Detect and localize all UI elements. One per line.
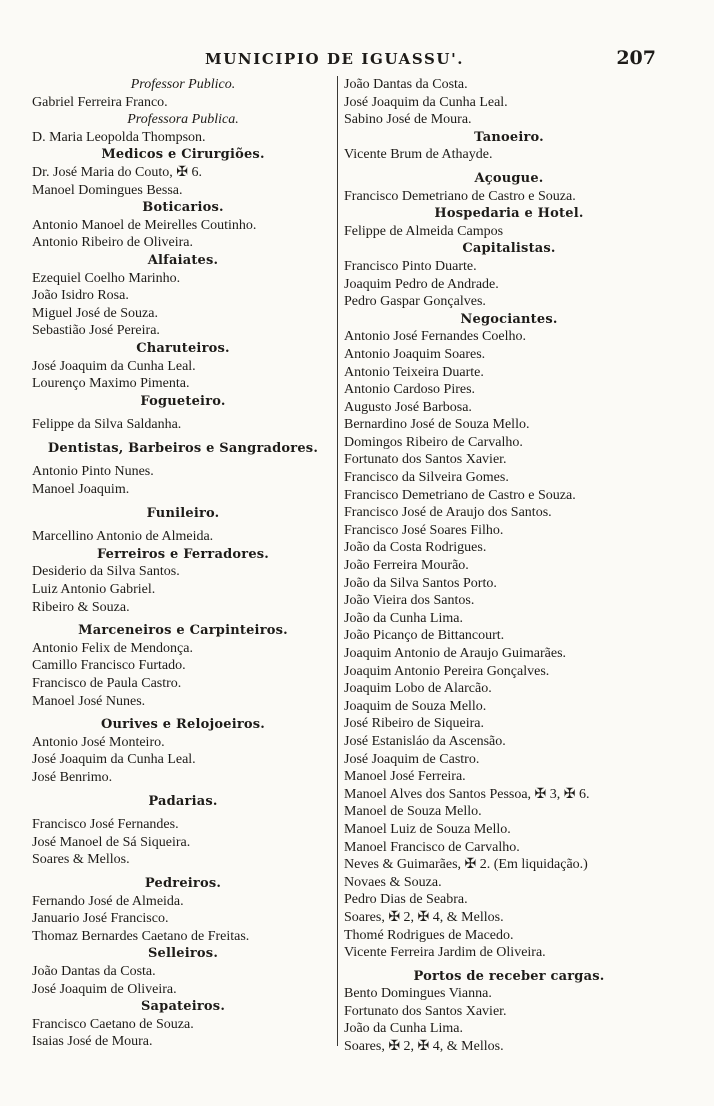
list-item: João Picanço de Bittancourt.	[344, 628, 505, 644]
list-item: João da Costa Rodrigues.	[344, 540, 487, 556]
list-item: João Dantas da Costa.	[344, 77, 468, 92]
list-item: Manoel Domingues Bessa.	[32, 182, 183, 198]
list-item: João da Cunha Lima.	[344, 610, 463, 626]
list-item: Manoel Alves dos Santos Pessoa, ✠ 3, ✠ 6.	[344, 786, 590, 802]
running-title: MUNICIPIO DE IGUASSU'.	[205, 50, 465, 68]
list-item: Francisco Demetriano de Castro e Souza.	[344, 487, 576, 503]
section-heading: Pedreiros.	[144, 875, 222, 891]
list-item: Januario José Francisco.	[32, 911, 169, 927]
list-item: Manoel José Ferreira.	[344, 769, 466, 785]
list-item: Novaes & Souza.	[344, 874, 442, 890]
page-number: 207	[616, 47, 656, 69]
list-item: Manoel Francisco de Carvalho.	[344, 839, 520, 855]
list-item: Antonio José Monteiro.	[32, 734, 165, 750]
list-item: José Joaquim da Cunha Leal.	[32, 358, 196, 374]
section-heading: Charuteiros.	[136, 340, 230, 356]
list-item: Lourenço Maximo Pimenta.	[32, 376, 190, 392]
section-heading: Açougue.	[474, 170, 544, 186]
list-item: Joaquim Pedro de Andrade.	[344, 276, 499, 292]
list-item: Desiderio da Silva Santos.	[32, 564, 180, 580]
list-item: João Isidro Rosa.	[32, 288, 129, 304]
list-item: Antonio Joaquim Soares.	[344, 346, 486, 362]
list-item: Camillo Francisco Furtado.	[32, 658, 186, 674]
list-item: Felippe de Almeida Campos	[344, 223, 504, 239]
left-column	[32, 76, 334, 1051]
list-item: Manoel Joaquim.	[32, 482, 130, 498]
list-item: Manoel de Souza Mello.	[344, 804, 482, 820]
list-item: Joaquim de Souza Mello.	[344, 698, 487, 714]
list-item: Pedro Gaspar Gonçalves.	[344, 294, 486, 310]
section-heading: Ourives e Relojoeiros.	[100, 717, 266, 733]
list-item: João Dantas da Costa.	[32, 963, 156, 979]
list-item: Joaquim Lobo de Alarcão.	[344, 681, 492, 697]
section-heading: Marceneiros e Carpinteiros.	[78, 623, 288, 639]
section-heading: Negociantes.	[460, 311, 558, 327]
list-item: Sebastião José Pereira.	[32, 323, 160, 339]
list-item: Isaias José de Moura.	[32, 1034, 153, 1050]
section-heading: Fogueteiro.	[140, 393, 226, 409]
section-heading: Capitalistas.	[462, 241, 556, 257]
list-item: Francisco Demetriano de Castro e Souza.	[344, 188, 576, 204]
list-item: João da Silva Santos Porto.	[344, 575, 497, 591]
list-item: José Estanisláo da Ascensão.	[344, 733, 506, 749]
section-heading: Selleiros.	[147, 946, 219, 962]
list-item: Soares & Mellos.	[32, 852, 130, 868]
section-heading: Padarias.	[148, 793, 218, 809]
list-item: Bernardino José de Souza Mello.	[344, 417, 530, 433]
list-item: Neves & Guimarães, ✠ 2. (Em liquidação.)	[344, 857, 588, 873]
list-item: D. Maria Leopolda Thompson.	[32, 129, 206, 145]
list-item: Francisco José de Araujo dos Santos.	[344, 505, 552, 521]
list-item: Sabino José de Moura.	[344, 112, 472, 128]
list-item: José Ribeiro de Siqueira.	[344, 716, 484, 732]
list-item: Antonio Ribeiro de Oliveira.	[32, 235, 193, 251]
list-item: Domingos Ribeiro de Carvalho.	[344, 434, 523, 450]
list-item: José Benrimo.	[32, 769, 113, 785]
list-item: José Manoel de Sá Siqueira.	[32, 834, 191, 850]
list-item: José Joaquim de Oliveira.	[32, 981, 177, 997]
list-item: Antonio Cardoso Pires.	[344, 382, 476, 398]
list-item: Dr. José Maria do Couto, ✠ 6.	[32, 164, 202, 180]
list-item: Antonio Pinto Nunes.	[32, 464, 154, 480]
section-heading: Portos de receber cargas.	[413, 968, 605, 984]
list-item: Antonio Felix de Mendonça.	[32, 640, 193, 656]
page-header	[0, 47, 714, 74]
section-heading: Sapateiros.	[140, 999, 226, 1015]
list-item: Bento Domingues Vianna.	[344, 986, 492, 1002]
list-item: Thomaz Bernardes Caetano de Freitas.	[32, 928, 250, 944]
list-item: Vicente Ferreira Jardim de Oliveira.	[344, 945, 546, 961]
section-title: Professor Publico.	[130, 77, 236, 92]
list-item: Thomé Rodrigues de Macedo.	[344, 927, 514, 943]
list-item: João Vieira dos Santos.	[344, 593, 475, 609]
list-item: Francisco da Silveira Gomes.	[344, 470, 509, 486]
section-title: Professora Publica.	[127, 112, 239, 128]
section-heading: Dentistas, Barbeiros e Sangradores.	[47, 440, 319, 456]
list-item: Felippe da Silva Saldanha.	[32, 417, 182, 433]
list-item: Miguel José de Souza.	[32, 305, 158, 321]
section-heading: Alfaiates.	[147, 252, 219, 268]
column-divider	[337, 76, 338, 1046]
list-item: Francisco Pinto Duarte.	[344, 258, 477, 274]
list-item: Manoel José Nunes.	[32, 693, 146, 709]
list-item: Francisco Caetano de Souza.	[32, 1016, 194, 1032]
section-heading: Hospedaria e Hotel.	[434, 206, 584, 222]
section-heading: Funileiro.	[146, 505, 220, 521]
list-item: Francisco José Soares Filho.	[344, 522, 504, 538]
list-item: Fernando José de Almeida.	[32, 893, 184, 909]
list-item: Antonio Teixeira Duarte.	[344, 364, 484, 380]
list-item: José Joaquim da Cunha Leal.	[32, 752, 196, 768]
list-item: José Joaquim de Castro.	[344, 751, 480, 767]
right-column	[344, 76, 674, 1056]
section-heading: Medicos e Cirurgiões.	[101, 147, 265, 163]
section-heading: Tanoeiro.	[474, 129, 544, 145]
list-item: Soares, ✠ 2, ✠ 4, & Mellos.	[344, 909, 504, 925]
list-item: João da Cunha Lima.	[344, 1021, 463, 1037]
list-item: Fortunato dos Santos Xavier.	[344, 452, 507, 468]
list-item: Vicente Brum de Athayde.	[344, 147, 493, 163]
section-heading: Ferreiros e Ferradores.	[96, 546, 270, 562]
list-item: Manoel Luiz de Souza Mello.	[344, 821, 511, 837]
list-item: Ribeiro & Souza.	[32, 599, 130, 615]
list-item: Antonio Manoel de Meirelles Coutinho.	[32, 217, 257, 233]
list-item: Pedro Dias de Seabra.	[344, 892, 468, 908]
list-item: Fortunato dos Santos Xavier.	[344, 1003, 507, 1019]
list-item: Francisco de Paula Castro.	[32, 676, 182, 691]
list-item: Luiz Antonio Gabriel.	[32, 582, 156, 598]
list-item: José Joaquim da Cunha Leal.	[344, 94, 508, 110]
list-item: Marcellino Antonio de Almeida.	[32, 529, 214, 545]
list-item: Francisco José Fernandes.	[32, 817, 179, 833]
list-item: Ezequiel Coelho Marinho.	[32, 270, 181, 286]
list-item: Antonio José Fernandes Coelho.	[344, 329, 526, 345]
section-heading: Boticarios.	[142, 200, 224, 216]
list-item: João Ferreira Mourão.	[344, 558, 469, 574]
list-item: Gabriel Ferreira Franco.	[32, 94, 168, 110]
list-item: Augusto José Barbosa.	[344, 399, 472, 415]
list-item: Joaquim Antonio Pereira Gonçalves.	[344, 663, 550, 679]
list-item: Soares, ✠ 2, ✠ 4, & Mellos.	[344, 1039, 504, 1055]
list-item: Joaquim Antonio de Araujo Guimarães.	[344, 646, 567, 661]
